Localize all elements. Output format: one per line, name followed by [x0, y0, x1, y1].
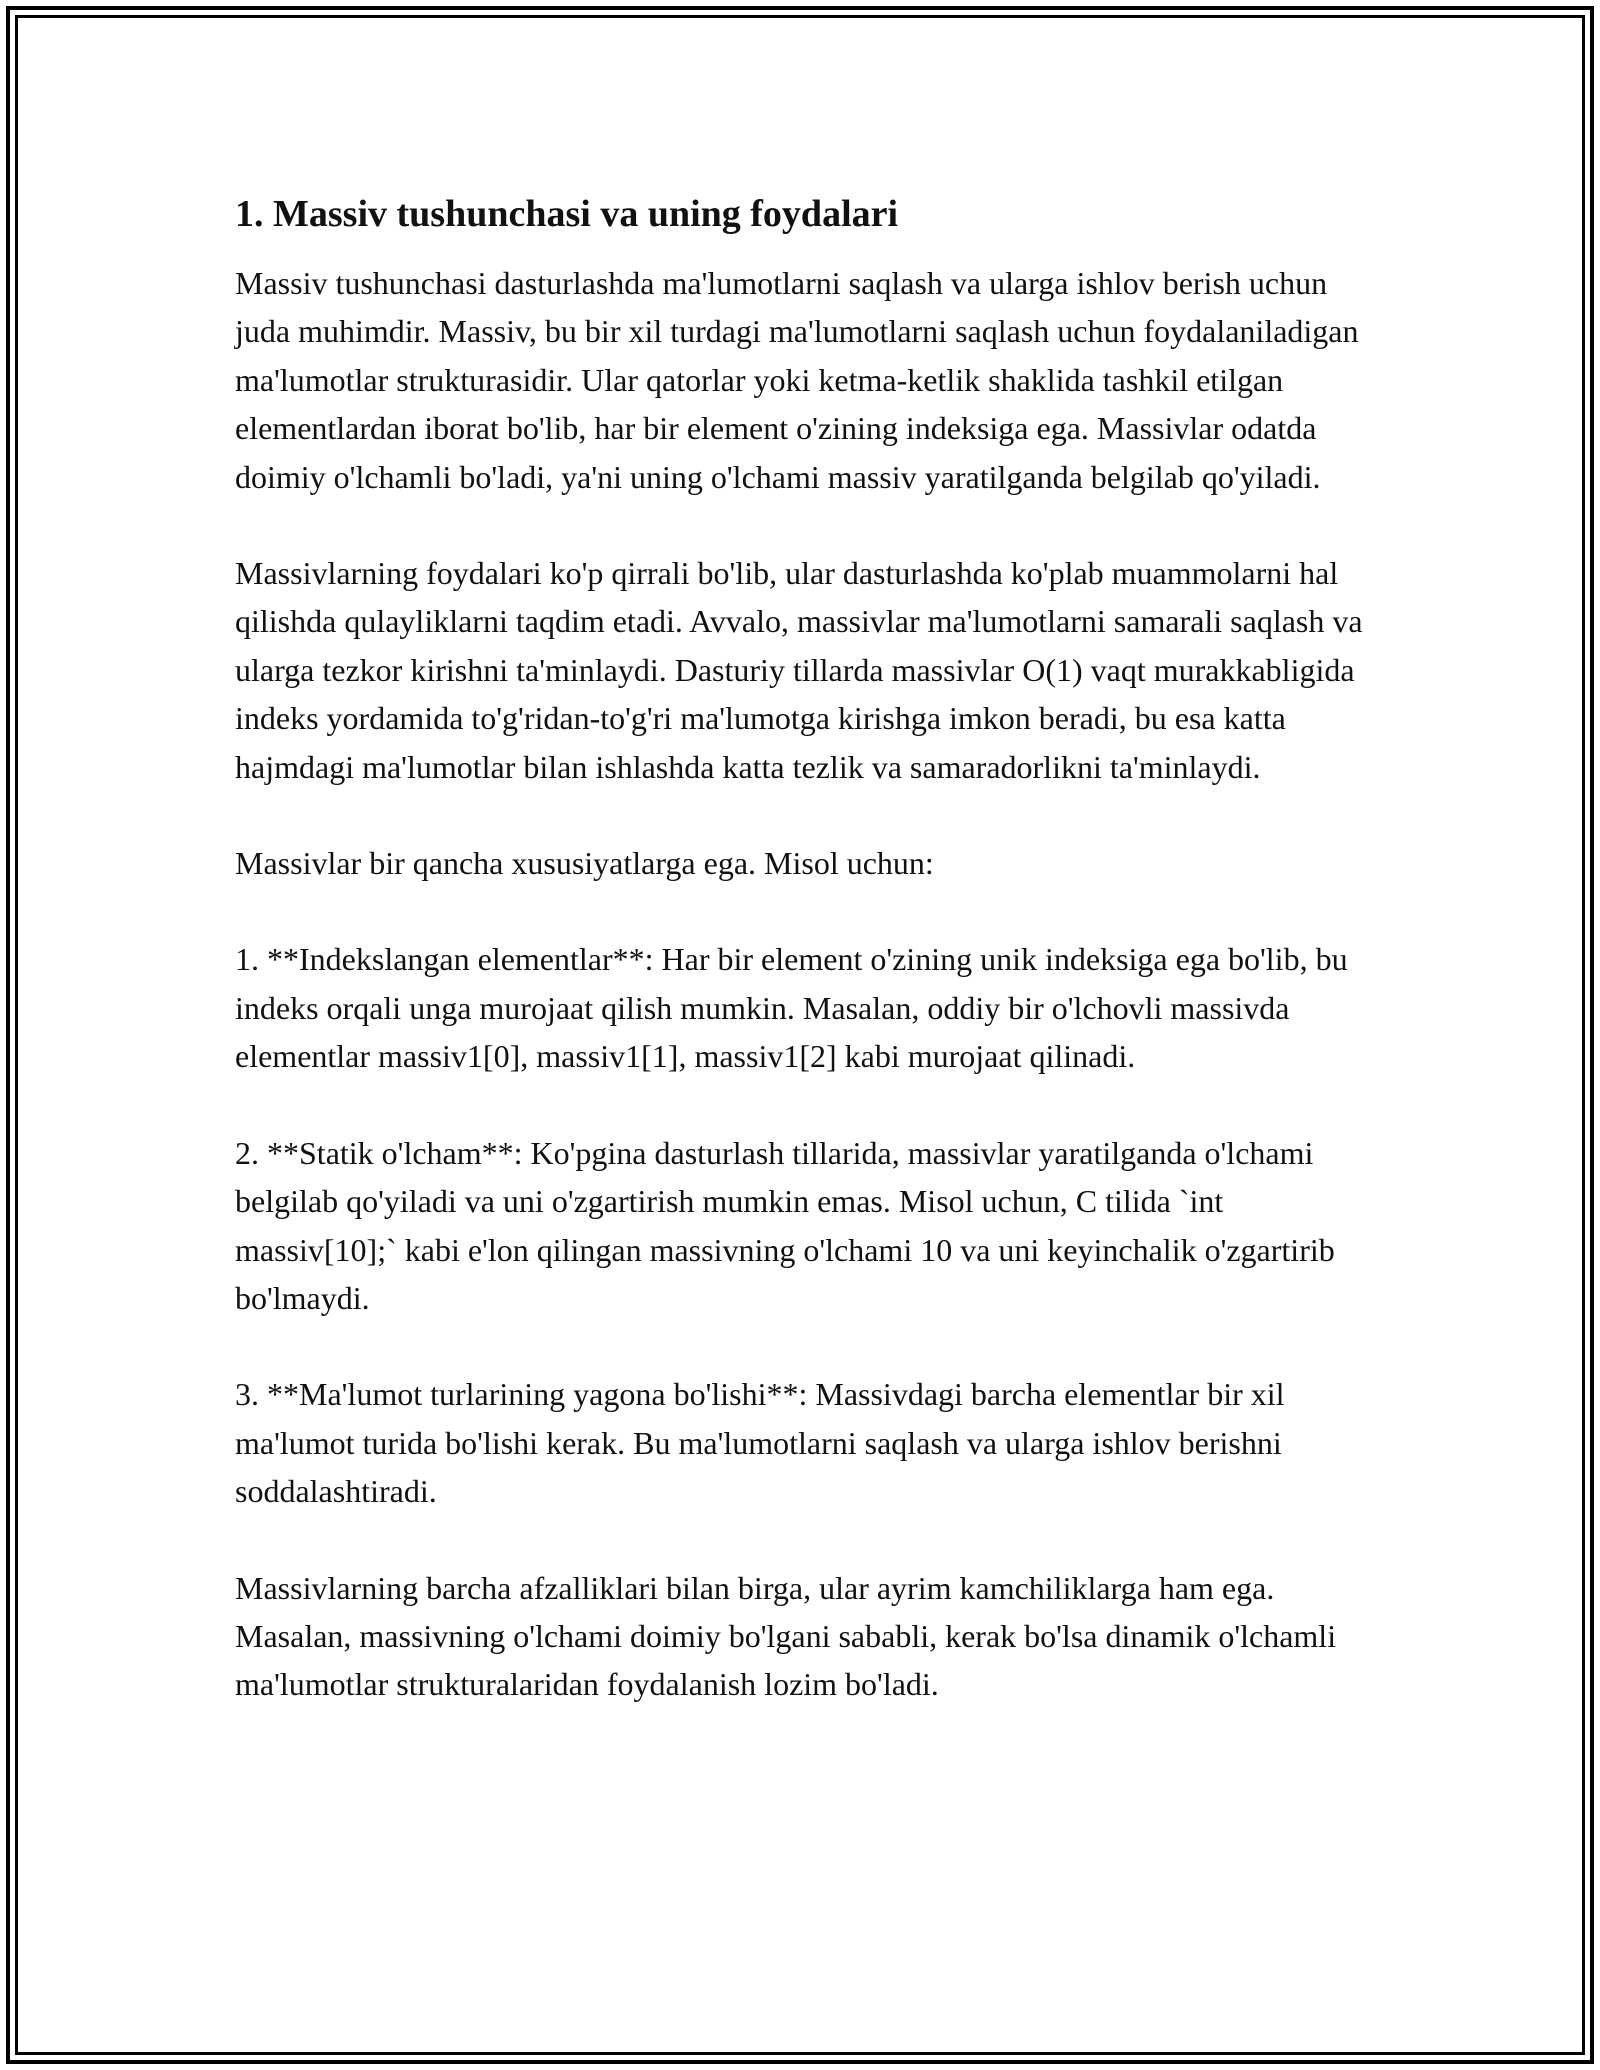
paragraph-drawbacks: Massivlarning barcha afzalliklari bilan birga, ular ayrim kamchiliklarga ham ega. Masalan, massivning o'lchami doimiy bo'lgani sababli, kerak bo'lsa dinamik o'lchamli ma'lumotlar strukturalaridan foydalanish lozim bo'ladi. — [235, 1569, 1337, 1703]
section-heading: 1. Massiv tushunchasi va uning foydalari — [235, 193, 899, 235]
list-item-indexed-elements: 1. **Indekslangan elementlar**: Har bir element o'zining unik indeksiga ega bo'lib, bu indeks orqali unga murojaat qilish mumkin. Masalan, oddiy bir o'lchovli massivda elementlar massiv1[0], massiv1[1], massiv1[2] kabi murojaat qilinadi. — [235, 941, 1348, 1075]
list-item-uniform-type: 3. **Ma'lumot turlarining yagona bo'lishi**: Massivdagi barcha elementlar bir xil ma'lumot turida bo'lishi kerak. Bu ma'lumotlarni saqlash va ularga ishlov berishni soddalashtiradi. — [235, 1376, 1285, 1510]
list-item-static-size: 2. **Statik o'lcham**: Ko'pgina dasturlash tillarida, massivlar yaratilganda o'lchami belgilab qo'yiladi va uni o'zgartirish mumkin emas. Misol uchun, C tilida `int massiv[10];` kabi e'lon qilingan massivning o'lchami 10 va uni keyinchalik o'zgartirib bo'lmaydi. — [235, 1134, 1335, 1316]
paragraph-intro: Massiv tushunchasi dasturlashda ma'lumotlarni saqlash va ularga ishlov berish uchun juda muhimdir. Massiv, bu bir xil turdagi ma'lumotlarni saqlash uchun foydalaniladigan ma'lumotlar strukturasidir. Ular qatorlar yoki ketma-ketlik shaklida tashkil etilgan elementlardan iborat bo'lib, har bir element o'zining indeksiga ega. Massivlar odatda doimiy o'lchamli bo'ladi, ya'ni uning o'lchami massiv yaratilganda belgilab qo'yiladi. — [235, 265, 1359, 495]
paragraph-features-intro: Massivlar bir qancha xususiyatlarga ega. Misol uchun: — [235, 845, 934, 882]
document-body — [235, 185, 1385, 1709]
paragraph-benefits: Massivlarning foydalari ko'p qirrali bo'lib, ular dasturlashda ko'plab muammolarni hal qilishda qulayliklarni taqdim etadi. Avvalo, massivlar ma'lumotlarni samarali saqlash va ularga tezkor kirishni ta'minlaydi. Dasturiy tillarda massivlar O(1) vaqt murakkabligida indeks yordamida to'g'ridan-to'g'ri ma'lumotga kirishga imkon beradi, bu esa katta hajmdagi ma'lumotlar bilan ishlashda katta tezlik va samaradorlikni ta'minlaydi. — [235, 555, 1363, 785]
